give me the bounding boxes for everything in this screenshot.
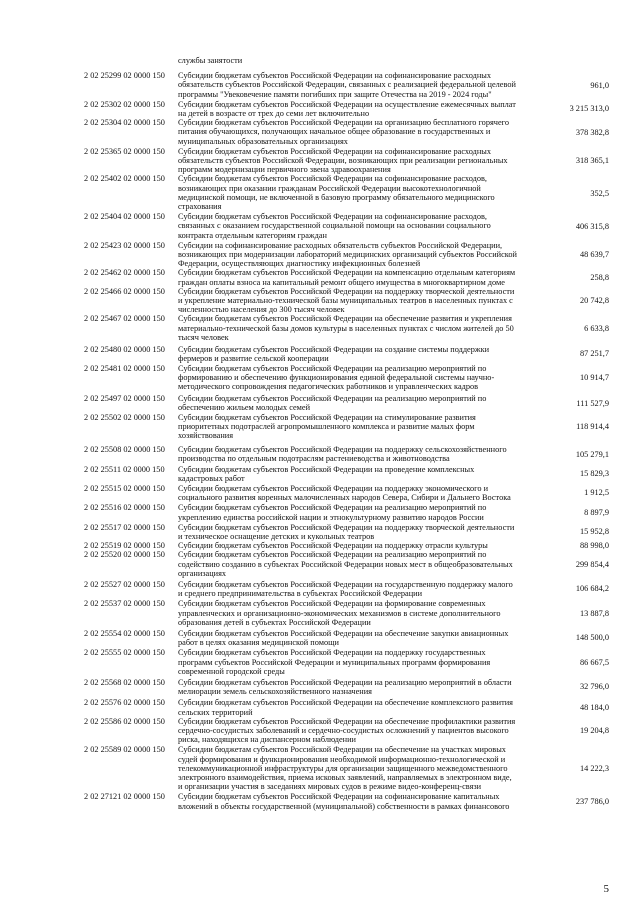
amount-value: 88 998,0 [579, 541, 609, 551]
amount-value: 8 897,9 [584, 507, 609, 517]
budget-code: 2 02 25520 02 0000 150 [84, 550, 165, 560]
budget-code: 2 02 25511 02 0000 150 [84, 464, 165, 474]
budget-code: 2 02 25527 02 0000 150 [84, 579, 165, 589]
amount-value: 10 914,7 [579, 372, 609, 382]
row-description: Субсидии бюджетам субъектов Российской Федерации на обеспечение развития и укрепления материально-технической базы домов культуры в населенных пунктах с числом жителей до 50 тысяч человек [178, 314, 514, 342]
amount-value: 3 215 313,0 [569, 104, 609, 114]
row-description: Субсидии на софинансирование расходных обязательств субъектов Российской Федерации, возникающих при модернизации лабораторий медицинских организаций субъектов Российской Федерации, осуществляющих диагностику инфекционных болезней [178, 240, 517, 269]
amount-value: 318 365,1 [575, 156, 609, 166]
amount-value: 19 204,8 [579, 726, 609, 736]
amount-value: 148 500,0 [575, 633, 609, 643]
budget-code: 2 02 25404 02 0000 150 [84, 212, 165, 222]
amount-value: 237 786,0 [575, 796, 609, 806]
budget-code: 2 02 25555 02 0000 150 [84, 648, 165, 658]
amount-value: 406 315,8 [575, 221, 609, 231]
row-description: Субсидии бюджетам субъектов Российской Федерации на реализацию мероприятий по обеспечению жильем молодых семей [178, 394, 487, 413]
table-row [0, 56, 639, 65]
amount-value: 14 222,3 [579, 764, 609, 774]
row-description: Субсидии бюджетам субъектов Российской Федерации на софинансирование расходных обязательств субъектов Российской Федерации, возникающих при реализации региональных программ модернизации первичного звена здравоохранения [178, 146, 508, 175]
amount-value: 961,0 [590, 80, 609, 90]
table-row [0, 503, 639, 521]
row-description: Субсидии бюджетам субъектов Российской Федерации на поддержку государственных программ субъектов Российской Федерации и муниципальных программ формирования современной городской среды [178, 648, 491, 676]
table-row [0, 364, 639, 392]
amount-value: 118 914,4 [576, 421, 609, 431]
budget-code: 2 02 25480 02 0000 150 [84, 345, 165, 355]
amount-value: 378 382,8 [575, 127, 609, 137]
amount-value: 352,5 [590, 188, 609, 198]
table-row [0, 287, 639, 315]
table-row [0, 147, 639, 175]
row-description: Субсидии бюджетам субъектов Российской Федерации на софинансирование расходов, связанных с оказанием государственной социальной помощи на основании социального контракта отдельным категориям граждан [178, 212, 491, 240]
row-description: Субсидии бюджетам субъектов Российской Федерации на обеспечение профилактики развития сердечно-сосудистых заболеваний и сердечно-сосудистых осложнений у пациентов высокого риска, находящихся на диспансерном наблюдении [178, 716, 516, 745]
table-row [0, 648, 639, 676]
amount-value: 258,8 [590, 272, 609, 282]
table-row [0, 241, 639, 269]
row-description: Субсидии бюджетам субъектов Российской Федерации на проведение комплексных кадастровых работ [178, 464, 475, 483]
budget-code: 2 02 25481 02 0000 150 [84, 363, 165, 373]
table-row [0, 550, 639, 578]
row-description: Субсидии бюджетам субъектов Российской Федерации на компенсацию отдельным категориям граждан оплаты взноса на капитальный ремонт общего имущества в многоквартирном доме [178, 268, 516, 287]
budget-code: 2 02 25304 02 0000 150 [84, 118, 165, 128]
table-row [0, 268, 639, 286]
budget-code: 2 02 25516 02 0000 150 [84, 503, 165, 513]
table-row [0, 792, 639, 810]
amount-value: 15 952,8 [579, 527, 609, 537]
table-row [0, 345, 639, 363]
row-description: Субсидии бюджетам субъектов Российской Федерации на обеспечение на участках мировых судей формирования и функционирования необходимой информационно-технологической и телекоммуникационной инфраструктуры для организации защищенного межведомственного электронного взаимодействия, приема исковых заявлений, направляемых в электронном виде, и организации участия в заседаниях мировых судов в режиме видео-конференц-связи [178, 745, 512, 792]
budget-code: 2 02 25423 02 0000 150 [84, 240, 165, 250]
table-row [0, 541, 639, 550]
table-row [0, 445, 639, 463]
amount-value: 13 887,8 [579, 608, 609, 618]
table-row [0, 118, 639, 146]
table-row [0, 100, 639, 118]
budget-code: 2 02 25568 02 0000 150 [84, 678, 165, 687]
row-description: Субсидии бюджетам субъектов Российской Федерации на реализацию мероприятий по содействию созданию в субъектах Российской Федерации новых мест в общеобразовательных организациях [178, 550, 513, 578]
amount-value: 20 742,8 [579, 296, 609, 306]
row-description: Субсидии бюджетам субъектов Российской Федерации на обеспечение закупки авиационных работ в целях оказания медицинской помощи [178, 628, 509, 648]
budget-code: 2 02 25365 02 0000 150 [84, 146, 165, 156]
row-description: Субсидии бюджетам субъектов Российской Федерации на стимулирование развития приоритетных подотраслей агропромышленного комплекса и развитие малых форм хозяйствования [178, 412, 476, 440]
table-row [0, 629, 639, 647]
row-description: Субсидии бюджетам субъектов Российской Федерации на реализацию мероприятий по формированию и обеспечению функционирования единой федеральной системы научно-методического сопровождения педагогических работников и управленческих кадров [178, 363, 495, 391]
table-row [0, 212, 639, 240]
budget-code: 2 02 25586 02 0000 150 [84, 716, 165, 726]
amount-value: 15 829,3 [579, 468, 609, 478]
row-description: службы занятости [178, 56, 243, 65]
budget-code: 2 02 25497 02 0000 150 [84, 394, 165, 404]
budget-code: 2 02 25299 02 0000 150 [84, 71, 165, 81]
row-description: Субсидии бюджетам субъектов Российской Федерации на осуществление ежемесячных выплат на детей в возрасте от трех до семи лет включительно [178, 99, 516, 119]
budget-code: 2 02 25508 02 0000 150 [84, 445, 165, 455]
table-row [0, 580, 639, 598]
table-row [0, 484, 639, 502]
row-description: Субсидии бюджетам субъектов Российской Федерации на софинансирование расходных обязательств субъектов Российской Федерации, связанных с реализацией федеральной целевой программы "Увековечение памяти погибших при защите Отечества на 2019 - 2024 годы" [178, 71, 516, 99]
budget-table [0, 56, 639, 811]
amount-value: 111 527,9 [576, 398, 609, 408]
amount-value: 299 854,4 [575, 559, 609, 569]
row-description: Субсидии бюджетам субъектов Российской Федерации на организацию бесплатного горячего питания обучающихся, получающих начальное общее образование в государственных и муниципальных образовательных организациях [178, 118, 509, 146]
amount-value: 48 639,7 [579, 250, 609, 260]
table-row [0, 745, 639, 791]
budget-code: 2 02 25302 02 0000 150 [84, 99, 165, 109]
row-description: Субсидии бюджетам субъектов Российской Федерации на создание системы поддержки фермеров и развитие сельской кооперации [178, 345, 490, 364]
table-row [0, 678, 639, 696]
budget-code: 2 02 25517 02 0000 150 [84, 522, 165, 532]
page-number: 5 [603, 883, 609, 895]
amount-value: 1 912,5 [584, 488, 609, 498]
budget-code: 2 02 25589 02 0000 150 [84, 745, 165, 755]
table-row [0, 394, 639, 412]
table-row [0, 413, 639, 441]
budget-code: 2 02 25537 02 0000 150 [84, 599, 165, 609]
table-row [0, 599, 639, 627]
row-description: Субсидии бюджетам субъектов Российской Федерации на поддержку отрасли культуры [178, 541, 488, 551]
row-description: Субсидии бюджетам субъектов Российской Федерации на софинансирование капитальных вложений в объекты государственной (муниципальной) собственности в рамках финансового [178, 792, 510, 811]
budget-code: 2 02 27121 02 0000 150 [84, 792, 165, 802]
budget-code: 2 02 25467 02 0000 150 [84, 314, 165, 324]
amount-value: 86 667,5 [579, 657, 609, 667]
budget-code: 2 02 25466 02 0000 150 [84, 286, 165, 296]
table-row [0, 698, 639, 716]
table-row [0, 174, 639, 211]
row-description: Субсидии бюджетам субъектов Российской Федерации на обеспечение комплексного развития сельских территорий [178, 698, 513, 717]
amount-value: 106 684,2 [575, 584, 609, 594]
budget-code: 2 02 25554 02 0000 150 [84, 628, 165, 638]
row-description: Субсидии бюджетам субъектов Российской Федерации на реализацию мероприятий в области мелиорации земель сельскохозяйственного назначения [178, 678, 512, 697]
amount-value: 87 251,7 [579, 349, 609, 359]
table-row [0, 71, 639, 99]
row-description: Субсидии бюджетам субъектов Российской Федерации на поддержку сельскохозяйственного производства по отдельным подотраслям растениеводства и животноводства [178, 445, 507, 464]
table-row [0, 465, 639, 483]
row-description: Субсидии бюджетам субъектов Российской Федерации на государственную поддержку малого и среднего предпринимательства в субъектах Российской Федерации [178, 579, 513, 599]
budget-code: 2 02 25502 02 0000 150 [84, 412, 165, 422]
amount-value: 6 633,8 [584, 323, 609, 333]
row-description: Субсидии бюджетам субъектов Российской Федерации на поддержку творческой деятельности и укрепление материально-технической базы муниципальных театров в населенных пунктах с численностью населения до 300 тысяч человек [178, 286, 515, 315]
row-description: Субсидии бюджетам субъектов Российской Федерации на формирование современных управленческих и организационно-экономических механизмов в системе дополнительного образования детей в субъектах Российской Федерации [178, 599, 501, 627]
row-description: Субсидии бюджетам субъектов Российской Федерации на поддержку творческой деятельности и техническое оснащение детских и кукольных театров [178, 522, 515, 541]
row-description: Субсидии бюджетам субъектов Российской Федерации на реализацию мероприятий по укреплению единства российской нации и этнокультурному развитию народов России [178, 503, 487, 522]
table-row [0, 314, 639, 342]
budget-code: 2 02 25519 02 0000 150 [84, 541, 165, 551]
row-description: Субсидии бюджетам субъектов Российской Федерации на поддержку экономического и социального развития коренных малочисленных народов Севера, Сибири и Дальнего Востока [178, 483, 511, 503]
amount-value: 48 184,0 [579, 702, 609, 712]
table-row [0, 523, 639, 541]
budget-code: 2 02 25576 02 0000 150 [84, 698, 165, 708]
table-row [0, 717, 639, 745]
budget-code: 2 02 25462 02 0000 150 [84, 268, 165, 278]
budget-code: 2 02 25515 02 0000 150 [84, 483, 165, 493]
row-list [0, 56, 639, 811]
amount-value: 105 279,1 [575, 449, 609, 459]
budget-code: 2 02 25402 02 0000 150 [84, 174, 165, 184]
amount-value: 32 796,0 [579, 682, 609, 692]
row-description: Субсидии бюджетам субъектов Российской Федерации на софинансирование расходов, возникающих при оказании гражданам Российской Федерации высокотехнологичной медицинской помощи, не включенной в базовую программу обязательного медицинского страхования [178, 174, 495, 212]
